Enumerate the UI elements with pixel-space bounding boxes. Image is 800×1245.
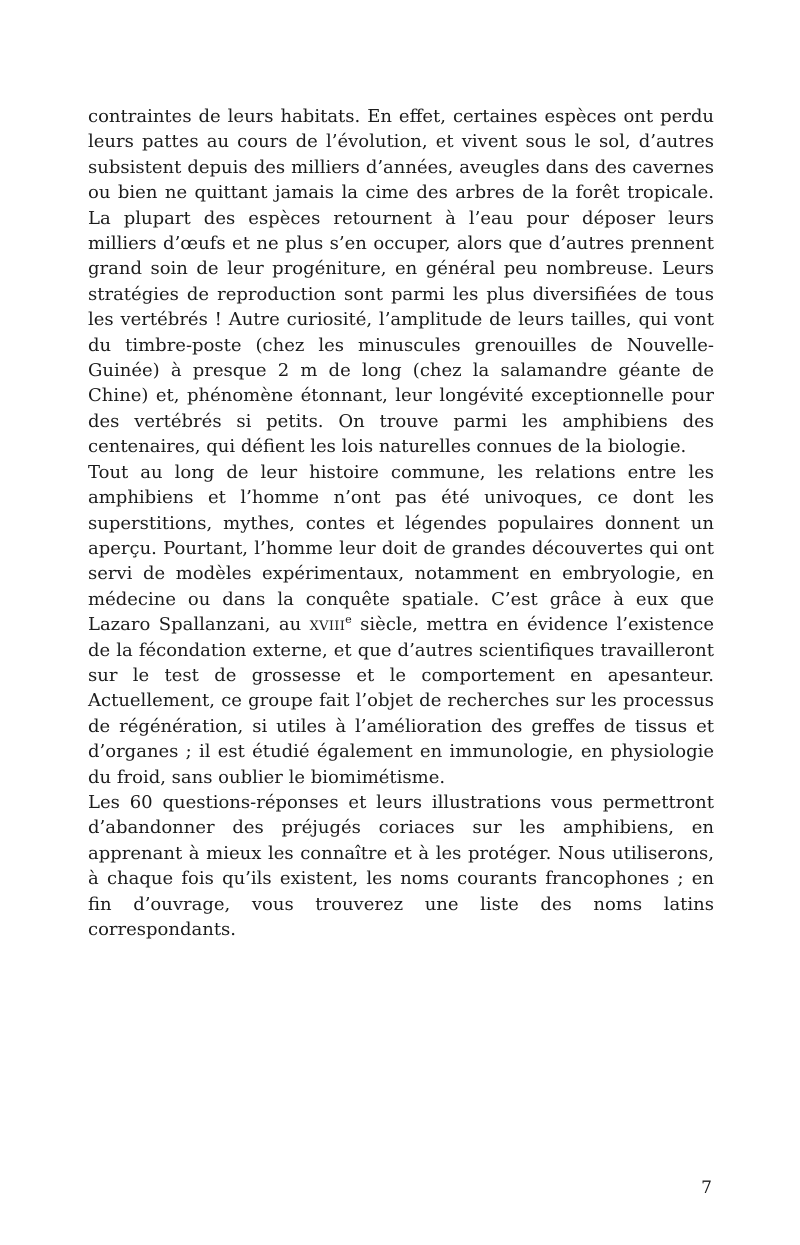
ordinal-suffix: e [345,613,352,627]
paragraph-3: Les 60 questions-réponses et leurs illustrations vous permettront d’abandonner des préjugés coriaces sur les amphibiens, en apprenant à mieux les connaître et à les protéger. Nous utiliserons, à chaque fois qu’ils existent, les noms courants francophones ; en fin d’ouvrage, vous trouverez une liste des noms latins correspondants. [88,791,714,940]
roman-numeral-xviii: xviii [309,614,346,636]
paragraph-1: contraintes de leurs habitats. En effet, certaines espèces ont perdu leurs pattes au cours de l’évolution, et vivent sous le sol, d’autres subsistent depuis des milliers d’années, aveugles dans des cavernes ou bien ne quittant jamais la cime des arbres de la forêt tropicale. La plupart des espèces retournent à l’eau pour déposer leurs milliers d’œufs et ne plus s’en occuper, alors que d’autres prennent grand soin de leur progéniture, en général peu nombreuse. Leurs stratégies de reproduction sont parmi les plus diversifiées de tous les vertébrés ! Autre curiosité, l’amplitude de leurs tailles, qui vont du timbre-poste (chez les minuscules grenouilles de Nouvelle-Guinée) à presque 2 m de long (chez la salamandre géante de Chine) et, phénomène étonnant, leur longévité exceptionnelle pour des vertébrés si petits. On trouve parmi les amphibiens des centenaires, qui défient les lois naturelles connues de la biologie. [88,106,714,458]
paragraph-2-text-after: siècle, mettra en évidence l’existence de la fécondation externe, et que d’autres scientifiques travailleront sur le test de grossesse et le comportement en apesanteur. Actuellement, ce groupe fait l’objet de recherches sur les processus de régénération, si utiles à l’amélioration des greffes de tissus et d’organes ; il est étudié également en immunologie, en physiologie du froid, sans oublier le biomimétisme. [88,614,714,788]
page-number: 7 [701,1178,712,1198]
paragraph-2 [88,460,714,790]
paragraph-2-text-before: Tout au long de leur histoire commune, les relations entre les amphibiens et l’homme n’ont pas été univoques, ce dont les superstitions, mythes, contes et légendes populaires donnent un aperçu. Pourtant, l’homme leur doit de grandes découvertes qui ont servi de modèles expérimentaux, notamment en embryologie, en médecine ou dans la conquête spatiale. C’est grâce à eux que Lazaro Spallanzani, au [88,461,714,636]
body-text [88,104,714,942]
